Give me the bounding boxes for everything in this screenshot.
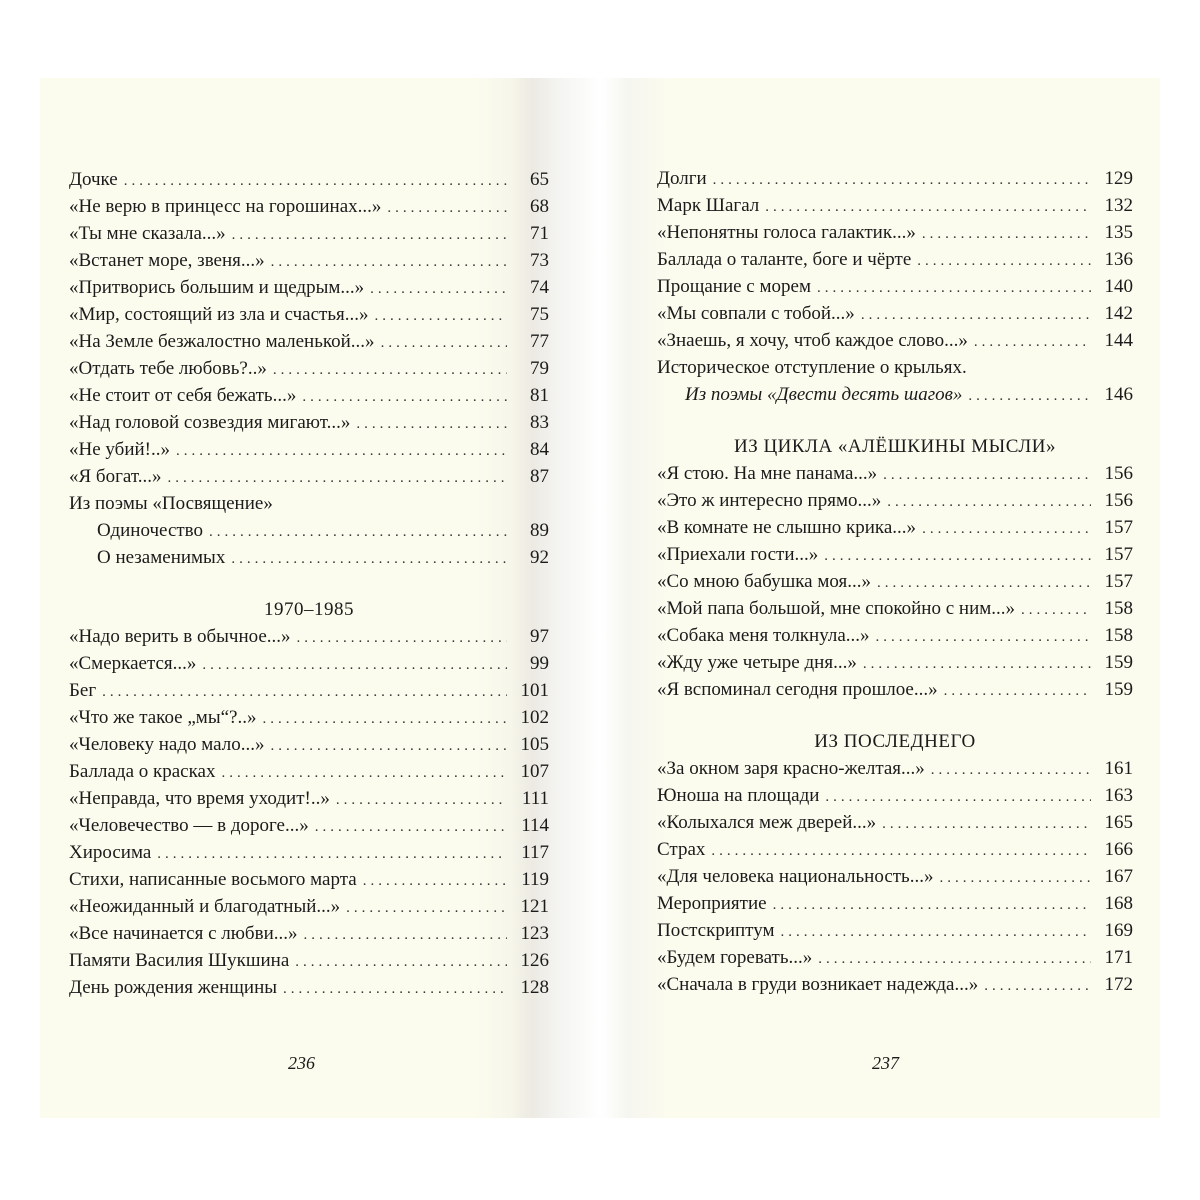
entry-title: Мероприятие bbox=[657, 893, 767, 914]
entry-title: «Со мною бабушка моя...» bbox=[657, 571, 872, 592]
entry-page: 158 bbox=[1104, 625, 1133, 646]
entry-page: 83 bbox=[530, 412, 549, 433]
entry-title: Прощание с морем bbox=[657, 276, 811, 297]
entry-title: Марк Шагал bbox=[657, 195, 760, 216]
toc-entry bbox=[657, 676, 1133, 703]
entry-title: Историческое отступление о крыльях. bbox=[657, 357, 967, 378]
toc-entry bbox=[69, 382, 549, 409]
section-heading: ИЗ ЦИКЛА «АЛЁШКИНЫ МЫСЛИ» bbox=[733, 436, 1057, 457]
entry-page: 77 bbox=[530, 331, 549, 352]
toc-entry bbox=[69, 731, 549, 758]
entry-title: «Мой папа большой, мне спокойно с ним...» bbox=[657, 598, 1016, 619]
entry-title: «Я вспоминал сегодня прошлое...» bbox=[657, 679, 938, 700]
entry-title: «Смеркается...» bbox=[69, 653, 197, 674]
dot-leader bbox=[931, 757, 1091, 784]
entry-title: «Для человека национальность...» bbox=[657, 866, 934, 887]
page-number: 237 bbox=[872, 1053, 899, 1073]
entry-page: 142 bbox=[1104, 303, 1133, 324]
dot-leader bbox=[176, 438, 507, 465]
entry-page: 68 bbox=[530, 196, 549, 217]
dot-leader bbox=[381, 330, 507, 357]
entry-title: «Что же такое „мы“?..» bbox=[69, 707, 257, 728]
entry-title: «Не верю в принцесс на горошинах...» bbox=[69, 196, 382, 217]
entry-title: «Я стою. На мне панама...» bbox=[657, 463, 878, 484]
dot-leader bbox=[984, 973, 1091, 1000]
dot-leader bbox=[315, 814, 507, 841]
entry-page: 169 bbox=[1104, 920, 1133, 941]
dot-leader bbox=[876, 624, 1091, 651]
toc-entry bbox=[657, 568, 1133, 595]
entry-title: Страх bbox=[657, 839, 706, 860]
toc-entry bbox=[657, 755, 1133, 782]
entry-title: «Собака меня толкнула...» bbox=[657, 625, 870, 646]
toc-entry bbox=[657, 327, 1133, 354]
entry-page: 119 bbox=[521, 869, 549, 890]
entry-page: 99 bbox=[530, 653, 549, 674]
spacer bbox=[657, 408, 1133, 433]
dot-leader bbox=[939, 865, 1091, 892]
entry-title: «Не стоит от себя бежать...» bbox=[69, 385, 297, 406]
toc-entry bbox=[657, 863, 1133, 890]
toc-entry bbox=[657, 219, 1133, 246]
toc-entry bbox=[657, 165, 1133, 192]
entry-title: «Человечество — в дороге...» bbox=[69, 815, 309, 836]
entry-title: Баллада о красках bbox=[69, 761, 216, 782]
dot-leader bbox=[202, 652, 507, 679]
page-number: 236 bbox=[288, 1053, 315, 1073]
entry-page: 102 bbox=[520, 707, 549, 728]
entry-title: Из поэмы «Двести десять шагов» bbox=[685, 384, 963, 405]
entry-page: 136 bbox=[1104, 249, 1133, 270]
dot-leader bbox=[863, 651, 1091, 678]
entry-page: 126 bbox=[520, 950, 549, 971]
entry-page: 166 bbox=[1104, 839, 1133, 860]
toc-entry bbox=[657, 944, 1133, 971]
dot-leader bbox=[818, 946, 1091, 973]
entry-page: 97 bbox=[530, 626, 549, 647]
toc-entry bbox=[69, 463, 549, 490]
toc-entry bbox=[657, 487, 1133, 514]
entry-page: 135 bbox=[1104, 222, 1133, 243]
dot-leader bbox=[883, 462, 1091, 489]
toc-entry bbox=[657, 809, 1133, 836]
entry-title: «Над головой созвездия мигают...» bbox=[69, 412, 351, 433]
entry-title: Баллада о таланте, боге и чёрте bbox=[657, 249, 912, 270]
dot-leader bbox=[825, 784, 1091, 811]
entry-page: 157 bbox=[1104, 517, 1133, 538]
toc-entry bbox=[69, 650, 549, 677]
dot-leader bbox=[974, 329, 1091, 356]
toc-entry bbox=[657, 460, 1133, 487]
dot-leader bbox=[765, 194, 1091, 221]
toc-entry bbox=[69, 974, 549, 1001]
dot-leader bbox=[167, 465, 507, 492]
dot-leader bbox=[273, 357, 507, 384]
entry-title: «Мы совпали с тобой...» bbox=[657, 303, 855, 324]
entry-title: Из поэмы «Посвящение» bbox=[69, 493, 273, 514]
entry-page: 168 bbox=[1104, 893, 1133, 914]
toc-entry bbox=[657, 381, 1133, 408]
dot-leader bbox=[861, 302, 1091, 329]
dot-leader bbox=[1021, 597, 1091, 624]
entry-title: «На Земле безжалостно маленькой...» bbox=[69, 331, 375, 352]
entry-title: Юноша на площади bbox=[657, 785, 820, 806]
book-spread bbox=[40, 78, 1160, 1118]
entry-title: «Притворись большим и щедрым...» bbox=[69, 277, 365, 298]
toc-entry bbox=[657, 836, 1133, 863]
toc-entry bbox=[69, 677, 549, 704]
toc-entry bbox=[69, 490, 549, 517]
entry-page: 75 bbox=[530, 304, 549, 325]
entry-page: 146 bbox=[1104, 384, 1133, 405]
dot-leader bbox=[375, 303, 508, 330]
dot-leader bbox=[370, 276, 507, 303]
dot-leader bbox=[295, 949, 507, 976]
entry-title: «Приехали гости...» bbox=[657, 544, 819, 565]
toc-entry bbox=[657, 595, 1133, 622]
toc-entry bbox=[657, 514, 1133, 541]
dot-leader bbox=[363, 868, 507, 895]
spacer bbox=[69, 571, 549, 596]
entry-title: «Не убий!..» bbox=[69, 439, 170, 460]
entry-page: 161 bbox=[1104, 758, 1133, 779]
toc-entry bbox=[69, 758, 549, 785]
dot-leader bbox=[209, 519, 507, 546]
dot-leader bbox=[887, 489, 1091, 516]
dot-leader bbox=[882, 811, 1091, 838]
dot-leader bbox=[157, 841, 507, 868]
toc-entry bbox=[657, 971, 1133, 998]
toc-entry bbox=[69, 947, 549, 974]
entry-title: Хиросима bbox=[69, 842, 152, 863]
entry-page: 87 bbox=[530, 466, 549, 487]
dot-leader bbox=[336, 787, 507, 814]
dot-leader bbox=[711, 838, 1091, 865]
dot-leader bbox=[221, 760, 507, 787]
dot-leader bbox=[124, 168, 507, 195]
dot-leader bbox=[387, 195, 507, 222]
toc-entry bbox=[657, 782, 1133, 809]
entry-page: 172 bbox=[1104, 974, 1133, 995]
entry-title: «Все начинается с любви...» bbox=[69, 923, 298, 944]
entry-page: 144 bbox=[1104, 330, 1133, 351]
toc-entry bbox=[69, 920, 549, 947]
entry-page: 71 bbox=[530, 223, 549, 244]
toc-entry bbox=[69, 866, 549, 893]
entry-title: Памяти Василия Шукшина bbox=[69, 950, 290, 971]
toc-entry bbox=[657, 300, 1133, 327]
right-page bbox=[600, 78, 1160, 1118]
entry-title: О незаменимых bbox=[97, 547, 226, 568]
entry-page: 107 bbox=[520, 761, 549, 782]
entry-title: «Жду уже четыре дня...» bbox=[657, 652, 857, 673]
section-heading: ИЗ ПОСЛЕДНЕГО bbox=[814, 731, 976, 752]
toc-entry bbox=[69, 812, 549, 839]
spacer bbox=[657, 703, 1133, 728]
entry-title: «Ты мне сказала...» bbox=[69, 223, 226, 244]
entry-page: 171 bbox=[1104, 947, 1133, 968]
right-toc bbox=[657, 165, 1133, 998]
entry-page: 159 bbox=[1104, 679, 1133, 700]
entry-page: 158 bbox=[1104, 598, 1133, 619]
entry-title: «Знаешь, я хочу, чтоб каждое слово...» bbox=[657, 330, 968, 351]
entry-page: 65 bbox=[530, 169, 549, 190]
entry-title: «Колыхался меж дверей...» bbox=[657, 812, 877, 833]
entry-title: День рождения женщины bbox=[69, 977, 277, 998]
dot-leader bbox=[304, 922, 508, 949]
dot-leader bbox=[271, 249, 507, 276]
entry-page: 111 bbox=[521, 788, 549, 809]
entry-page: 121 bbox=[520, 896, 549, 917]
toc-entry bbox=[69, 274, 549, 301]
dot-leader bbox=[356, 411, 507, 438]
entry-title: Постскриптум bbox=[657, 920, 775, 941]
toc-entry bbox=[69, 623, 549, 650]
entry-page: 101 bbox=[520, 680, 549, 701]
dot-leader bbox=[271, 733, 507, 760]
entry-title: «Неправда, что время уходит!..» bbox=[69, 788, 330, 809]
toc-entry bbox=[69, 301, 549, 328]
toc-entry bbox=[69, 893, 549, 920]
toc-entry bbox=[69, 517, 549, 544]
toc-entry bbox=[69, 166, 549, 193]
entry-page: 89 bbox=[530, 520, 549, 541]
dot-leader bbox=[102, 679, 507, 706]
toc-entry bbox=[657, 917, 1133, 944]
entry-title: «Я богат...» bbox=[69, 466, 162, 487]
left-page bbox=[40, 78, 600, 1118]
toc-entry bbox=[69, 785, 549, 812]
toc-entry bbox=[657, 192, 1133, 219]
entry-page: 128 bbox=[520, 977, 549, 998]
entry-page: 163 bbox=[1104, 785, 1133, 806]
toc-entry bbox=[657, 246, 1133, 273]
entry-title: «Отдать тебе любовь?..» bbox=[69, 358, 267, 379]
toc-entry bbox=[657, 890, 1133, 917]
entry-page: 92 bbox=[530, 547, 549, 568]
entry-page: 117 bbox=[521, 842, 549, 863]
dot-leader bbox=[232, 222, 507, 249]
entry-title: «Это ж интересно прямо...» bbox=[657, 490, 882, 511]
entry-page: 157 bbox=[1104, 571, 1133, 592]
dot-leader bbox=[346, 895, 507, 922]
entry-page: 81 bbox=[530, 385, 549, 406]
dot-leader bbox=[877, 570, 1091, 597]
dot-leader bbox=[917, 248, 1091, 275]
left-toc bbox=[69, 166, 549, 1001]
dot-leader bbox=[824, 543, 1091, 570]
dot-leader bbox=[302, 384, 507, 411]
dot-leader bbox=[968, 383, 1091, 410]
toc-entry bbox=[657, 541, 1133, 568]
entry-title: «Встанет море, звеня...» bbox=[69, 250, 265, 271]
toc-entry bbox=[69, 704, 549, 731]
dot-leader bbox=[773, 892, 1091, 919]
entry-page: 84 bbox=[530, 439, 549, 460]
dot-leader bbox=[922, 516, 1091, 543]
toc-entry bbox=[69, 544, 549, 571]
toc-entry bbox=[69, 436, 549, 463]
dot-leader bbox=[231, 546, 507, 573]
dot-leader bbox=[781, 919, 1092, 946]
dot-leader bbox=[283, 976, 507, 1003]
dot-leader bbox=[944, 678, 1091, 705]
toc-entry bbox=[69, 409, 549, 436]
entry-page: 105 bbox=[520, 734, 549, 755]
entry-page: 73 bbox=[530, 250, 549, 271]
entry-page: 159 bbox=[1104, 652, 1133, 673]
toc-entry bbox=[657, 273, 1133, 300]
entry-title: «Будем горевать...» bbox=[657, 947, 813, 968]
toc-entry bbox=[657, 649, 1133, 676]
entry-title: Одиночество bbox=[97, 520, 204, 541]
dot-leader bbox=[262, 706, 507, 733]
toc-entry bbox=[69, 328, 549, 355]
entry-page: 123 bbox=[520, 923, 549, 944]
toc-entry bbox=[69, 247, 549, 274]
entry-title: «Человеку надо мало...» bbox=[69, 734, 265, 755]
entry-title: «Непонятны голоса галактик...» bbox=[657, 222, 916, 243]
entry-page: 129 bbox=[1104, 168, 1133, 189]
entry-title: «Неожиданный и благодатный...» bbox=[69, 896, 341, 917]
entry-title: «Мир, состоящий из зла и счастья...» bbox=[69, 304, 369, 325]
entry-title: «Надо верить в обычное...» bbox=[69, 626, 291, 647]
dot-leader bbox=[297, 625, 507, 652]
entry-title: Дочке bbox=[69, 169, 118, 190]
section-heading: 1970–1985 bbox=[264, 599, 354, 620]
dot-leader bbox=[817, 275, 1091, 302]
entry-page: 132 bbox=[1104, 195, 1133, 216]
entry-title: Долги bbox=[657, 168, 707, 189]
toc-entry bbox=[657, 622, 1133, 649]
entry-page: 156 bbox=[1104, 463, 1133, 484]
entry-page: 114 bbox=[521, 815, 549, 836]
toc-entry bbox=[69, 193, 549, 220]
entry-title: «Сначала в груди возникает надежда...» bbox=[657, 974, 979, 995]
entry-page: 167 bbox=[1104, 866, 1133, 887]
toc-entry bbox=[69, 220, 549, 247]
entry-title: «За окном заря красно-желтая...» bbox=[657, 758, 925, 779]
toc-entry bbox=[69, 839, 549, 866]
toc-entry bbox=[657, 354, 1133, 381]
entry-page: 165 bbox=[1104, 812, 1133, 833]
entry-title: Бег bbox=[69, 680, 97, 701]
toc-entry bbox=[69, 355, 549, 382]
dot-leader bbox=[713, 167, 1091, 194]
entry-title: «В комнате не слышно крика...» bbox=[657, 517, 917, 538]
entry-page: 156 bbox=[1104, 490, 1133, 511]
dot-leader bbox=[922, 221, 1091, 248]
entry-title: Стихи, написанные восьмого марта bbox=[69, 869, 357, 890]
entry-page: 157 bbox=[1104, 544, 1133, 565]
entry-page: 74 bbox=[530, 277, 549, 298]
entry-page: 140 bbox=[1104, 276, 1133, 297]
entry-page: 79 bbox=[530, 358, 549, 379]
